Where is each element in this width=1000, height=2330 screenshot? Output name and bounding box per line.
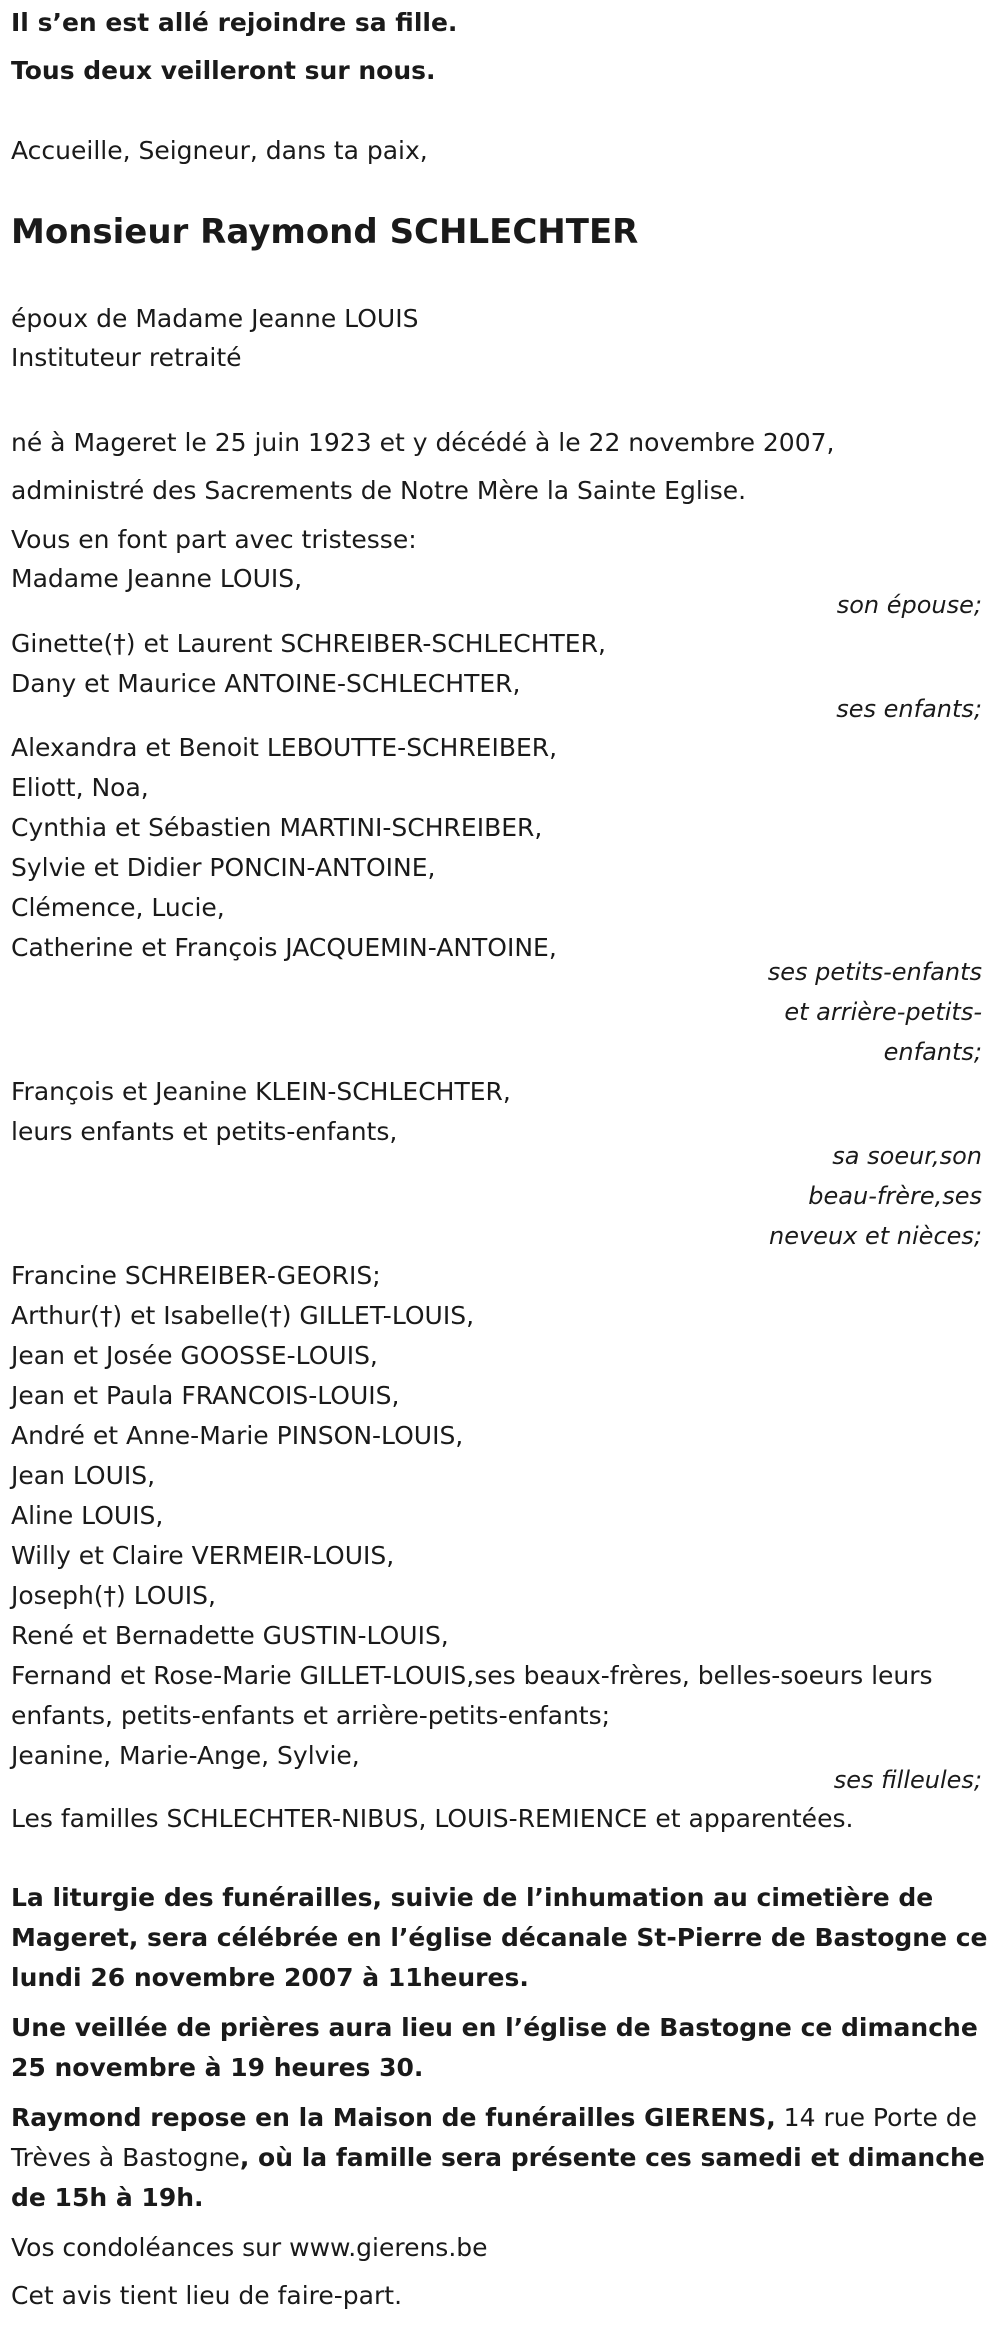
occupation-line: Instituteur retraité: [11, 343, 242, 372]
family-sibling-1: François et Jeanine KLEIN-SCHLECHTER,: [11, 1077, 511, 1106]
role-siblings-2: beau-frère,ses: [808, 1182, 982, 1210]
role-grandchildren-2: et arrière-petits-: [784, 998, 982, 1026]
rest-line-2: [11, 2143, 985, 2173]
rest-line-1: [11, 2103, 977, 2133]
rest-line-1-bold: Raymond repose en la Maison de funérailles GIERENS,: [11, 2103, 776, 2132]
family-inlaw-13: Jeanine, Marie-Ange, Sylvie,: [11, 1741, 360, 1770]
family-sibling-2: leurs enfants et petits-enfants,: [11, 1117, 398, 1146]
family-inlaw-8: Willy et Claire VERMEIR-LOUIS,: [11, 1541, 395, 1570]
family-grandchild-1: Alexandra et Benoit LEBOUTTE-SCHREIBER,: [11, 733, 558, 762]
role-goddaughters: ses filleules;: [833, 1766, 982, 1794]
family-inlaw-5: André et Anne-Marie PINSON-LOUIS,: [11, 1421, 464, 1450]
family-inlaw-6: Jean LOUIS,: [11, 1461, 156, 1490]
vigil-line-2: 25 novembre à 19 heures 30.: [11, 2053, 424, 2082]
rest-line-2-bold: , où la famille sera présente ces samedi et dimanche: [239, 2143, 985, 2172]
intro-line-2: Tous deux veilleront sur nous.: [11, 56, 436, 85]
family-spouse: Madame Jeanne LOUIS,: [11, 564, 303, 593]
family-grandchild-3: Cynthia et Sébastien MARTINI-SCHREIBER,: [11, 813, 543, 842]
role-children: ses enfants;: [836, 695, 982, 723]
intro-line-1: Il s’en est allé rejoindre sa fille.: [11, 8, 458, 37]
vigil-line-1: Une veillée de prières aura lieu en l’église de Bastogne ce dimanche: [11, 2013, 978, 2042]
family-inlaw-12: enfants, petits-enfants et arrière-petits-enfants;: [11, 1701, 611, 1730]
announcement-line: Vous en font part avec tristesse:: [11, 525, 417, 554]
family-inlaw-2: Arthur(†) et Isabelle(†) GILLET-LOUIS,: [11, 1301, 475, 1330]
family-child-1: Ginette(†) et Laurent SCHREIBER-SCHLECHTER,: [11, 629, 606, 658]
rest-line-2-regular: Trèves à Bastogne: [11, 2143, 240, 2172]
family-grandchild-6: Catherine et François JACQUEMIN-ANTOINE,: [11, 933, 557, 962]
liturgy-line-2: Mageret, sera célébrée en l’église décanale St-Pierre de Bastogne ce: [11, 1923, 988, 1952]
liturgy-line-1: La liturgie des funérailles, suivie de l’inhumation au cimetière de: [11, 1883, 934, 1912]
role-grandchildren-1: ses petits-enfants: [767, 958, 982, 986]
family-grandchild-4: Sylvie et Didier PONCIN-ANTOINE,: [11, 853, 436, 882]
sacraments-line: administré des Sacrements de Notre Mère la Sainte Eglise.: [11, 476, 747, 505]
role-siblings-1: sa soeur,son: [832, 1142, 982, 1170]
condolences-line: Vos condoléances sur www.gierens.be: [11, 2233, 488, 2262]
family-inlaw-10: René et Bernadette GUSTIN-LOUIS,: [11, 1621, 449, 1650]
role-spouse: son épouse;: [836, 591, 982, 619]
family-inlaw-9: Joseph(†) LOUIS,: [11, 1581, 216, 1610]
family-inlaw-1: Francine SCHREIBER-GEORIS;: [11, 1261, 381, 1290]
prayer-line: Accueille, Seigneur, dans ta paix,: [11, 136, 428, 165]
role-grandchildren-3: enfants;: [883, 1038, 982, 1066]
family-child-2: Dany et Maurice ANTOINE-SCHLECHTER,: [11, 669, 521, 698]
deceased-name: Monsieur Raymond SCHLECHTER: [11, 212, 639, 252]
family-inlaw-7: Aline LOUIS,: [11, 1501, 164, 1530]
family-grandchild-5: Clémence, Lucie,: [11, 893, 225, 922]
family-inlaw-4: Jean et Paula FRANCOIS-LOUIS,: [11, 1381, 400, 1410]
spouse-line: époux de Madame Jeanne LOUIS: [11, 304, 419, 333]
birth-death-line: né à Mageret le 25 juin 1923 et y décédé à le 22 novembre 2007,: [11, 428, 835, 457]
family-grandchild-2: Eliott, Noa,: [11, 773, 149, 802]
rest-line-1-regular: 14 rue Porte de: [775, 2103, 978, 2132]
family-inlaw-11: Fernand et Rose-Marie GILLET-LOUIS,ses beaux-frères, belles-soeurs leurs: [11, 1661, 933, 1690]
families-line: Les familles SCHLECHTER-NIBUS, LOUIS-REMIENCE et apparentées.: [11, 1804, 854, 1833]
family-inlaw-3: Jean et Josée GOOSSE-LOUIS,: [11, 1341, 378, 1370]
notice-line: Cet avis tient lieu de faire-part.: [11, 2281, 403, 2310]
rest-line-3: de 15h à 19h.: [11, 2183, 204, 2212]
liturgy-line-3: lundi 26 novembre 2007 à 11heures.: [11, 1963, 529, 1992]
role-siblings-3: neveux et nièces;: [769, 1222, 982, 1250]
